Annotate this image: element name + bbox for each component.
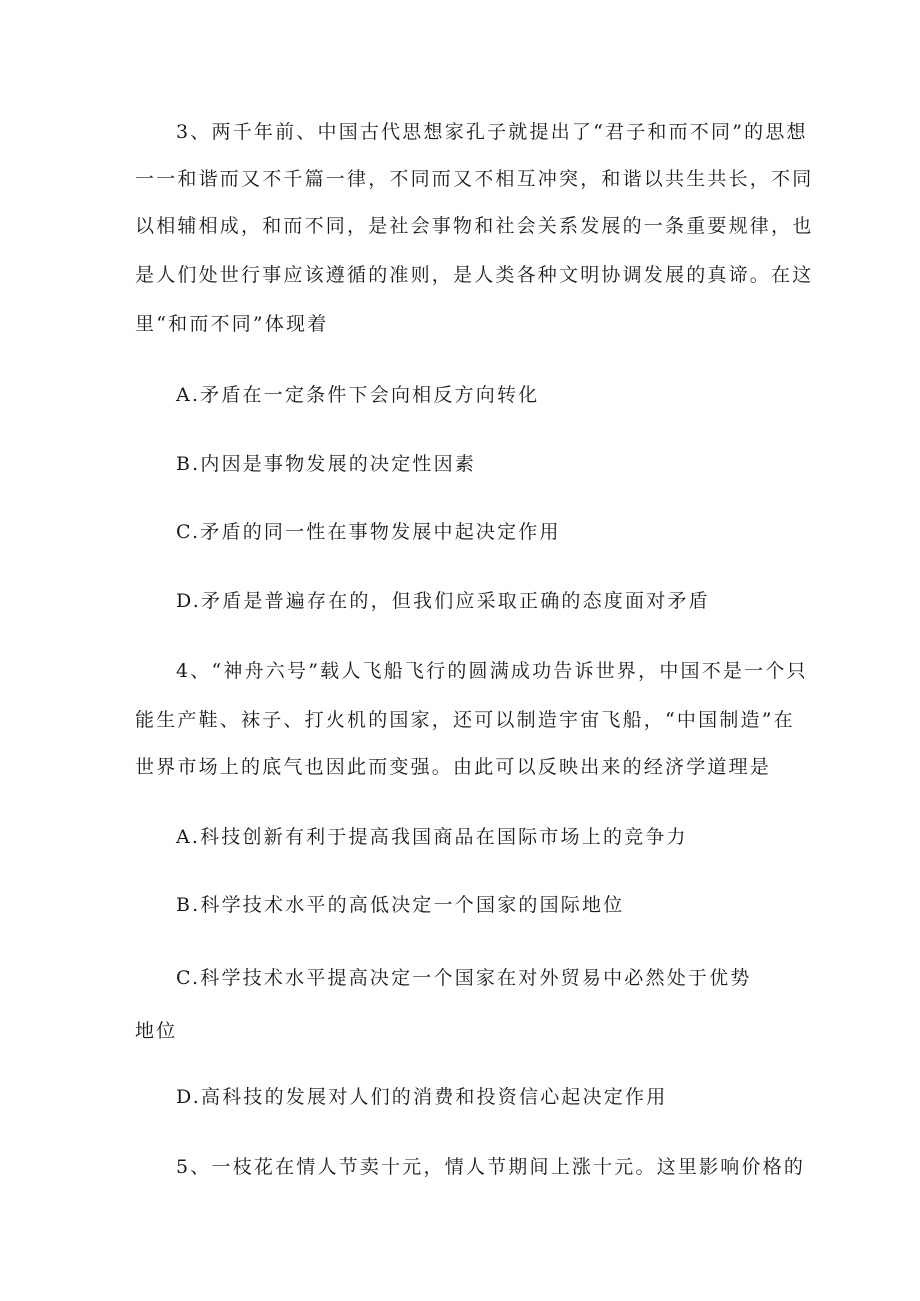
q5-stem-line-1: 5、一枝花在情人节卖十元，情人节期间上涨十元。这里影响价格的 bbox=[176, 1156, 806, 1178]
q3-stem-line-5: 里“和而不同”体现着 bbox=[135, 313, 329, 335]
q3-stem-line-3: 以相辅相成，和而不同，是社会事物和社会关系发展的一条重要规律，也 bbox=[135, 215, 814, 237]
q4-option-d: D.高科技的发展对人们的消费和投资信心起决定作用 bbox=[176, 1086, 668, 1108]
q4-stem-line-3: 世界市场上的底气也因此而变强。由此可以反映出来的经济学道理是 bbox=[135, 756, 772, 778]
q3-stem-line-4: 是人们处世行事应该遵循的准则，是人类各种文明协调发展的真谛。在这 bbox=[135, 264, 814, 286]
q3-option-c: C.矛盾的同一性在事物发展中起决定作用 bbox=[176, 521, 561, 543]
q4-stem-line-2: 能生产鞋、袜子、打火机的国家，还可以制造宇宙飞船，“中国制造”在 bbox=[135, 709, 795, 731]
q4-stem-line-1: 4、“神舟六号”载人飞船飞行的圆满成功告诉世界，中国不是一个只 bbox=[176, 660, 808, 682]
q4-option-b: B.科学技术水平的高低决定一个国家的国际地位 bbox=[176, 894, 625, 916]
q3-stem-line-2: 一一和谐而又不千篇一律，不同而又不相互冲突，和谐以共生共长，不同 bbox=[135, 168, 814, 190]
q3-option-a: A.矛盾在一定条件下会向相反方向转化 bbox=[176, 384, 540, 406]
q4-option-c-continued: 地位 bbox=[135, 1020, 178, 1042]
q4-option-c: C.科学技术水平提高决定一个国家在对外贸易中必然处于优势 bbox=[176, 967, 752, 989]
q3-option-d: D.矛盾是普遍存在的，但我们应采取正确的态度面对矛盾 bbox=[176, 590, 710, 612]
q4-option-a: A.科技创新有利于提高我国商品在国际市场上的竞争力 bbox=[176, 826, 688, 848]
q3-option-b: B.内因是事物发展的决定性因素 bbox=[176, 453, 477, 475]
q3-stem-line-1: 3、两千年前、中国古代思想家孔子就提出了“君子和而不同”的思想 bbox=[176, 121, 808, 143]
